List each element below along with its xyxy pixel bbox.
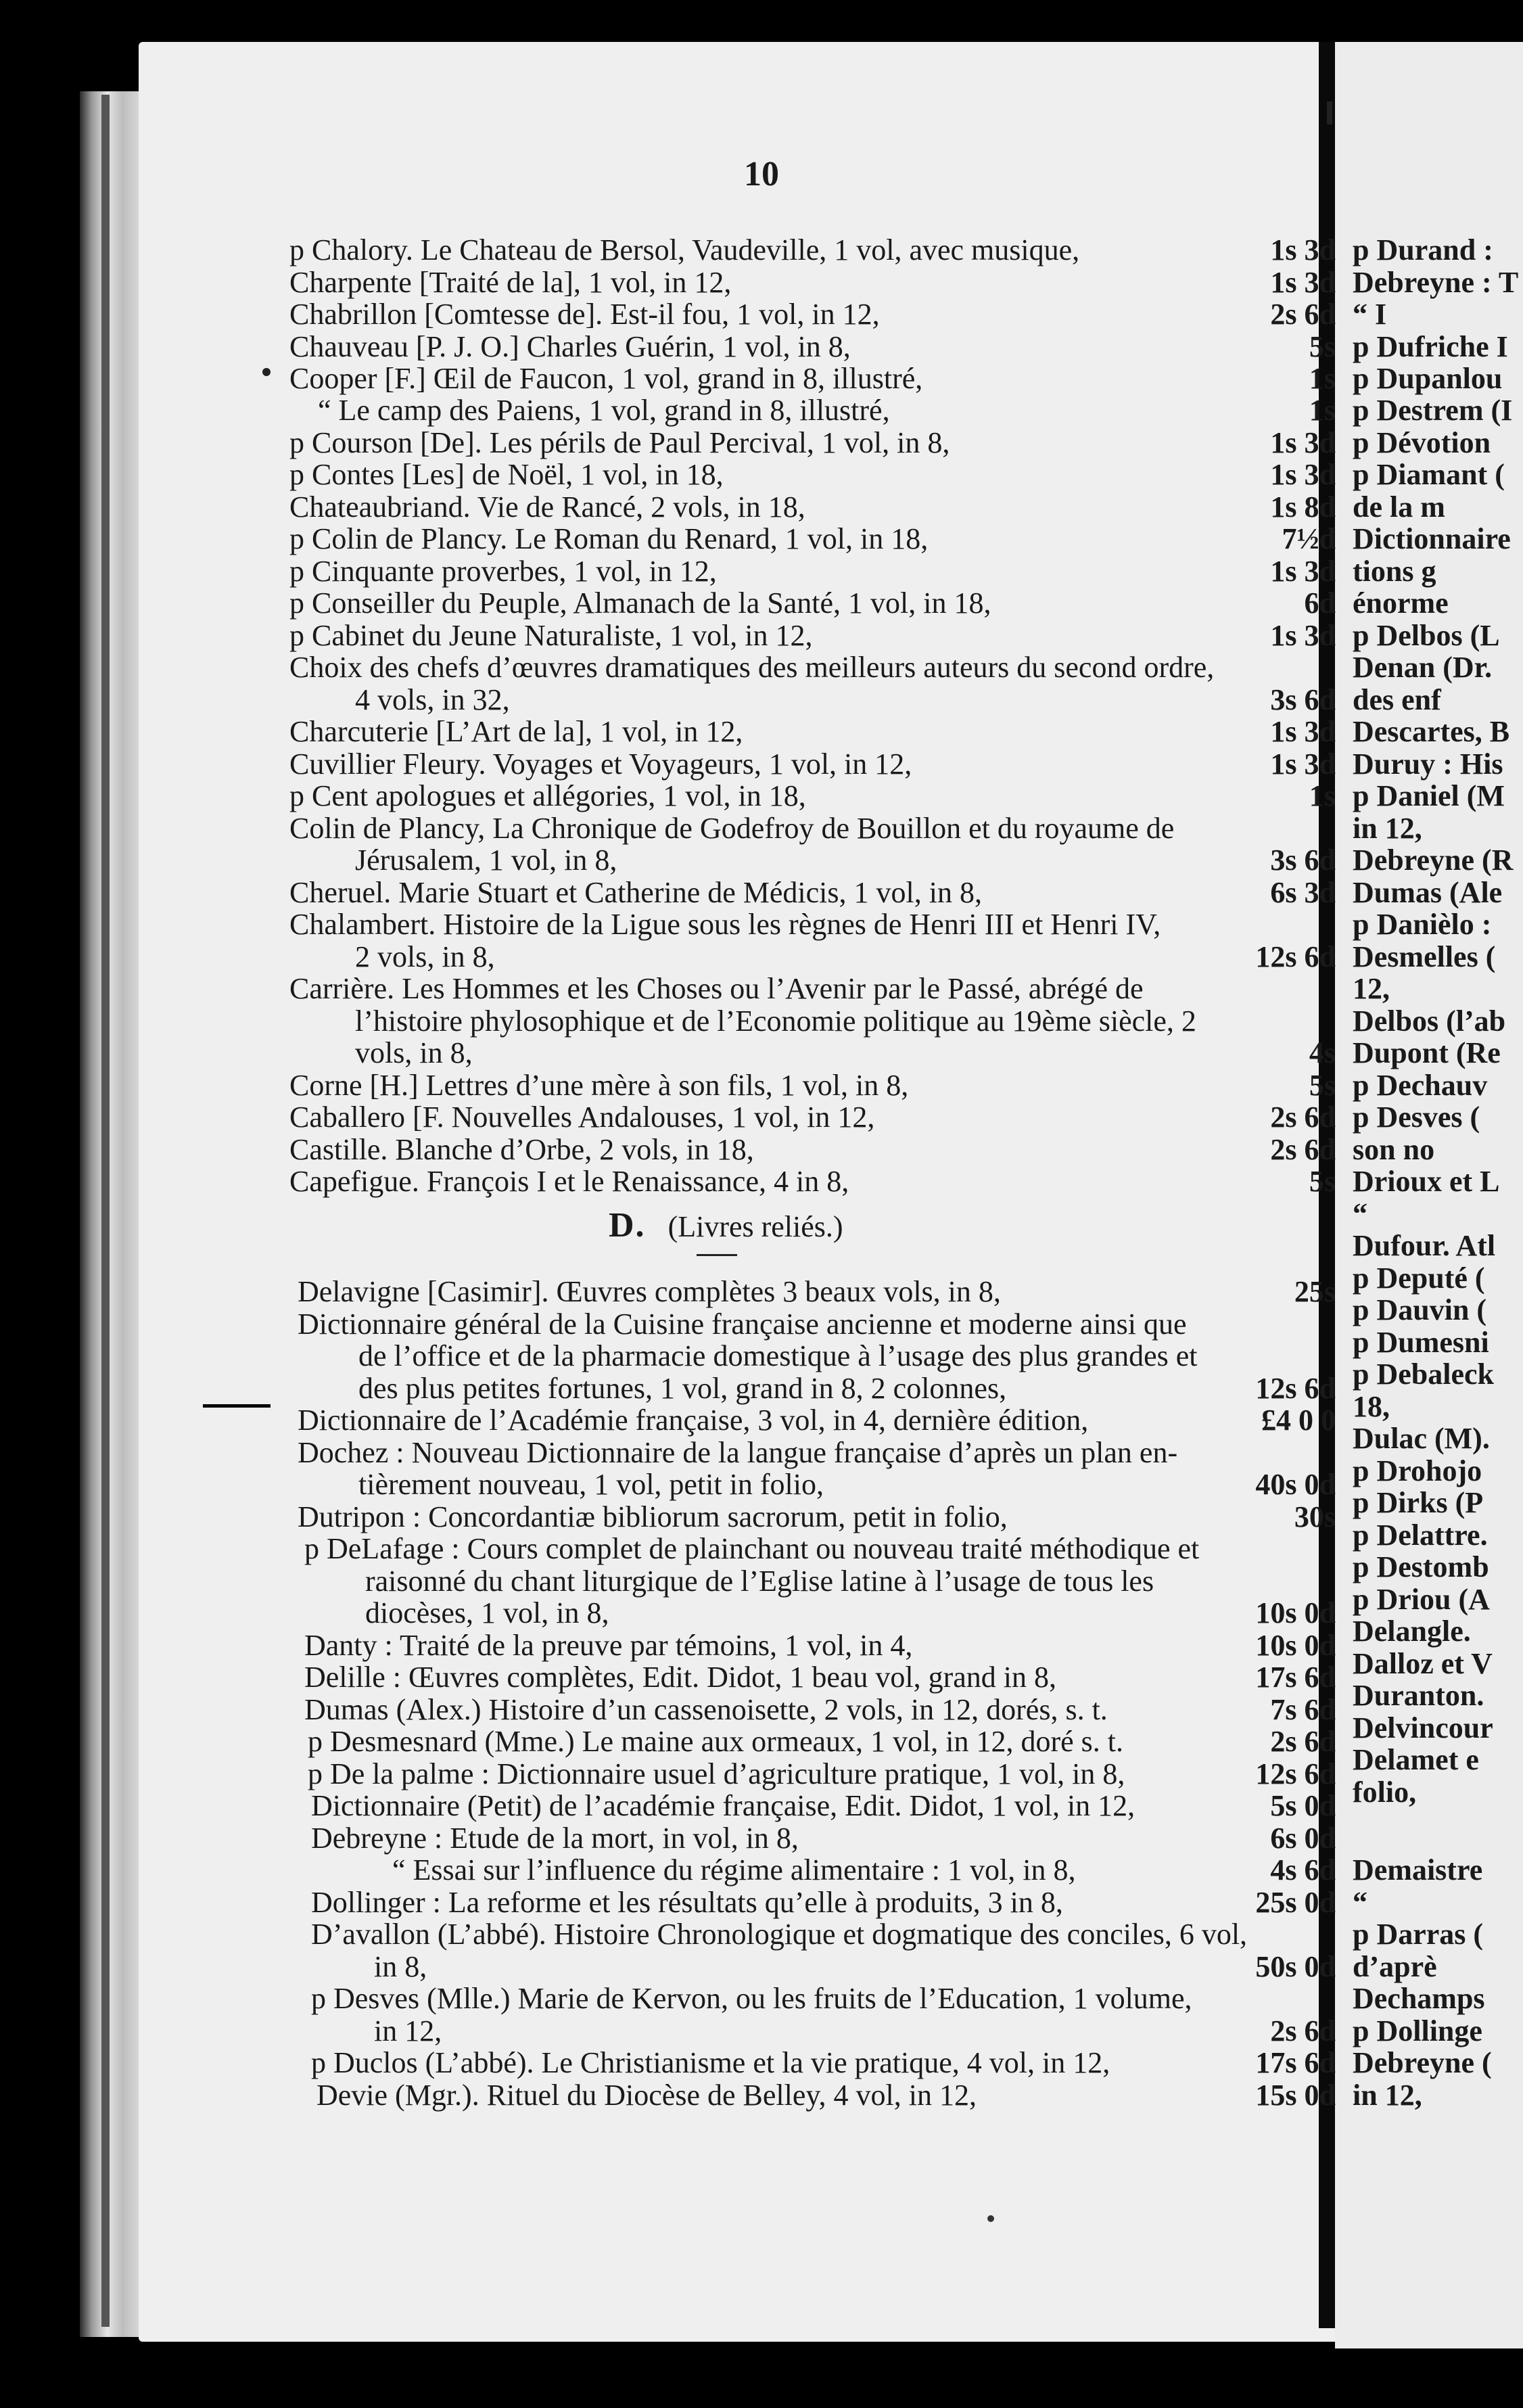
right-page-fragment: Descartes, B — [1353, 715, 1510, 748]
catalog-entry-text: Colin de Plancy, La Chronique de Godefroy de Bouillon et du royaume de — [289, 812, 1175, 845]
right-page-fragment: Debreyne : T — [1353, 266, 1519, 299]
catalog-entry-text: in 12, — [374, 2014, 442, 2047]
section-rule — [697, 1254, 737, 1256]
right-page-fragment: p Dollinge — [1353, 2014, 1482, 2047]
catalog-entry-text: Danty : Traité de la preuve par témoins, 1 vol, in 4, — [304, 1629, 913, 1662]
right-page-fragment: p Durand : — [1353, 233, 1493, 267]
catalog-entry-price: 4s 6d — [1270, 1853, 1336, 1886]
catalog-entry-price: 12s 6d — [1255, 1372, 1336, 1405]
catalog-entry-price: 25s 0d — [1255, 1886, 1336, 1919]
right-page-fragment: Debreyne ( — [1353, 2046, 1492, 2079]
catalog-entry-text: p De la palme : Dictionnaire usuel d’agriculture pratique, 1 vol, in 8, — [308, 1757, 1125, 1790]
right-page-fragment: Delamet e — [1353, 1743, 1479, 1776]
catalog-entry-text: Caballero [F. Nouvelles Andalouses, 1 vol, in 12, — [289, 1101, 875, 1134]
catalog-entry-text: Delille : Œuvres complètes, Edit. Didot, 1 beau vol, grand in 8, — [304, 1661, 1057, 1694]
right-page-fragment: p Dumesni — [1353, 1326, 1489, 1359]
catalog-entry-price: 10s 0d — [1255, 1629, 1336, 1662]
catalog-entry-text: Chalambert. Histoire de la Ligue sous les règnes de Henri III et Henri IV, — [289, 908, 1161, 941]
catalog-entry-price: 1s 3d — [1270, 747, 1336, 781]
catalog-entry-text: Chabrillon [Comtesse de]. Est-il fou, 1 vol, in 12, — [289, 298, 880, 331]
catalog-entry-text: vols, in 8, — [355, 1036, 473, 1069]
catalog-entry-text: Cheruel. Marie Stuart et Catherine de Médicis, 1 vol, in 8, — [289, 876, 982, 909]
catalog-entry-text: Dictionnaire de l’Académie française, 3 vol, in 4, dernière édition, — [298, 1404, 1089, 1437]
right-page-fragment: énorme — [1353, 586, 1449, 620]
right-page-fragment: in 12, — [1353, 812, 1422, 845]
right-page-fragment: p Daniel (M — [1353, 779, 1505, 812]
catalog-entry-price: 1s 8d — [1270, 490, 1336, 524]
right-page-fragment: d’aprè — [1353, 1950, 1437, 1983]
right-page-fragment: Dechamps — [1353, 1982, 1485, 2015]
catalog-entry-text: Corne [H.] Lettres d’une mère à son fils, 1 vol, in 8, — [289, 1069, 909, 1102]
right-page-fragment: Duruy : His — [1353, 747, 1503, 781]
right-page-fragment: p Darras ( — [1353, 1918, 1484, 1951]
right-page-fragment: Dulac (M). — [1353, 1422, 1490, 1455]
right-page-fragment: p Desves ( — [1353, 1101, 1480, 1134]
catalog-entry-text: Devie (Mgr.). Rituel du Diocèse de Belley, 4 vol, in 12, — [317, 2079, 977, 2112]
right-page-fragment: p Destomb — [1353, 1550, 1489, 1583]
catalog-entry-price: 15s 0d — [1255, 2079, 1336, 2112]
catalog-entry-text: Castille. Blanche d’Orbe, 2 vols, in 18, — [289, 1133, 754, 1166]
catalog-entry-text: Charpente [Traité de la], 1 vol, in 12, — [289, 266, 732, 299]
catalog-entry-text: raisonné du chant liturgique de l’Eglise latine à l’usage de tous les — [365, 1565, 1154, 1598]
catalog-entry-price: 1s — [1309, 362, 1336, 395]
catalog-entry-text: p Desves (Mlle.) Marie de Kervon, ou les fruits de l’Education, 1 volume, — [311, 1982, 1192, 2015]
catalog-entry-text: “ Essai sur l’influence du régime alimentaire : 1 vol, in 8, — [392, 1853, 1076, 1886]
right-page-fragment: folio, — [1353, 1776, 1417, 1809]
catalog-entry-price: 1s — [1309, 394, 1336, 427]
right-page-fragment: tions g — [1353, 555, 1436, 588]
catalog-entry-text: Jérusalem, 1 vol, in 8, — [355, 843, 617, 877]
catalog-entry-text: Delavigne [Casimir]. Œuvres complètes 3 beaux vols, in 8, — [298, 1275, 1001, 1308]
catalog-entry-price: 12s 6d — [1255, 1757, 1336, 1790]
right-page-fragment: p Dévotion — [1353, 426, 1491, 459]
catalog-entry-price: 5s 0d — [1270, 1789, 1336, 1822]
catalog-entry-text: tièrement nouveau, 1 vol, petit in folio, — [358, 1468, 824, 1501]
page-number: 10 — [744, 155, 779, 193]
right-page-fragment: p Drohojo — [1353, 1454, 1482, 1487]
catalog-entry-price: 5s — [1309, 330, 1336, 363]
catalog-entry-text: p Desmesnard (Mme.) Le maine aux ormeaux, 1 vol, in 12, doré s. t. — [308, 1725, 1124, 1758]
catalog-entry-price: 1s 3d — [1270, 233, 1336, 267]
right-page-fragment: Drioux et L — [1353, 1165, 1500, 1198]
catalog-entry-price: 5s — [1309, 1165, 1336, 1198]
book-binding-edge — [80, 91, 141, 2337]
catalog-entry-price: 4s — [1309, 1036, 1336, 1069]
catalog-entry-text: diocèses, 1 vol, in 8, — [365, 1596, 609, 1629]
catalog-entry-text: Chauveau [P. J. O.] Charles Guérin, 1 vol, in 8, — [289, 330, 851, 363]
catalog-entry-price: £4 0 0 — [1261, 1404, 1336, 1437]
catalog-entry-text: Capefigue. François I et le Renaissance, 4 in 8, — [289, 1165, 849, 1198]
right-page-fragment: Demaistre — [1353, 1853, 1483, 1886]
catalog-entry-price: 6s 0d — [1270, 1822, 1336, 1855]
right-page-fragment: son no — [1353, 1133, 1435, 1166]
catalog-entry-text: in 8, — [374, 1950, 427, 1983]
catalog-entry-price: 2s 6d — [1270, 2014, 1336, 2047]
catalog-entry-text: p Cabinet du Jeune Naturaliste, 1 vol, in 12, — [289, 619, 813, 652]
catalog-entry-text: l’histoire phylosophique et de l’Economie politique au 19ème siècle, 2 — [355, 1004, 1196, 1038]
right-page-fragment: Desmelles ( — [1353, 940, 1496, 973]
catalog-entry-price: 1s 3d — [1270, 555, 1336, 588]
catalog-entry-text: Cooper [F.] Œil de Faucon, 1 vol, grand in 8, illustré, — [289, 362, 923, 395]
catalog-entry-text: p Conseiller du Peuple, Almanach de la Santé, 1 vol, in 18, — [289, 586, 991, 620]
right-page-fragment: de la m — [1353, 490, 1445, 524]
catalog-entry-text: D’avallon (L’abbé). Histoire Chronologique et dogmatique des conciles, 6 vol, — [311, 1918, 1248, 1951]
catalog-entry-price: 7s 6d — [1270, 1693, 1336, 1726]
right-page-fragment: p Delattre. — [1353, 1519, 1488, 1552]
catalog-entry-price: 1s 3d — [1270, 458, 1336, 491]
margin-mark — [203, 1404, 271, 1408]
catalog-entry-price: 2s 6d — [1270, 298, 1336, 331]
catalog-entry-text: p Cent apologues et allégories, 1 vol, in 18, — [289, 779, 806, 812]
right-page-fragment: 18, — [1353, 1390, 1390, 1423]
catalog-entry-text: Chateaubriand. Vie de Rancé, 2 vols, in 18, — [289, 490, 805, 524]
catalog-entry-price: 1s 3d — [1270, 266, 1336, 299]
section-header — [609, 1205, 843, 1245]
catalog-entry-text: Choix des chefs d’œuvres dramatiques des meilleurs auteurs du second ordre, — [289, 651, 1215, 684]
right-page-fragment: p Driou (A — [1353, 1583, 1490, 1616]
catalog-entry-text: 4 vols, in 32, — [355, 683, 510, 716]
right-page-fragment: Dupont (Re — [1353, 1036, 1501, 1069]
catalog-entry-price: 2s 6d — [1270, 1133, 1336, 1166]
catalog-entry-text: Cuvillier Fleury. Voyages et Voyageurs, 1 vol, in 12, — [289, 747, 912, 781]
catalog-entry-text: p Chalory. Le Chateau de Bersol, Vaudeville, 1 vol, avec musique, — [289, 233, 1080, 267]
right-page-fragment: Dalloz et V — [1353, 1647, 1493, 1680]
catalog-entry-price: 6d — [1304, 586, 1336, 620]
catalog-entry-price: 12s 6d — [1255, 940, 1336, 973]
right-page-fragment: p Deputé ( — [1353, 1261, 1485, 1295]
catalog-entry-text: Dumas (Alex.) Histoire d’un cassenoisette, 2 vols, in 12, dorés, s. t. — [304, 1693, 1108, 1726]
right-page-fragment: “ I — [1353, 298, 1387, 331]
right-page-fragment: p Dauvin ( — [1353, 1293, 1487, 1326]
catalog-entry-price: 50s 0d — [1255, 1950, 1336, 1983]
catalog-entry-price: 6s 3d — [1270, 876, 1336, 909]
catalog-entry-price: 1s 3d — [1270, 426, 1336, 459]
catalog-entry-price: 2s 6d — [1270, 1101, 1336, 1134]
right-page-fragment: “ — [1353, 1886, 1367, 1919]
right-page-fragment: p Destrem (I — [1353, 394, 1513, 427]
right-page-fragment: Debreyne (R — [1353, 843, 1514, 877]
catalog-entry-text: p DeLafage : Cours complet de plainchant ou nouveau traité méthodique et — [304, 1532, 1200, 1565]
catalog-entry-price: 3s 6d — [1270, 683, 1336, 716]
catalog-entry-text: 2 vols, in 8, — [355, 940, 495, 973]
right-page-fragment: Denan (Dr. — [1353, 651, 1493, 684]
catalog-entry-text: “ Le camp des Paiens, 1 vol, grand in 8, illustré, — [318, 394, 890, 427]
section-label: (Livres reliés.) — [667, 1210, 843, 1243]
catalog-entry-price: 5s — [1309, 1069, 1336, 1102]
catalog-entry-text: Dochez : Nouveau Dictionnaire de la langue française d’après un plan en- — [298, 1436, 1178, 1469]
catalog-entry-text: p Cinquante proverbes, 1 vol, in 12, — [289, 555, 717, 588]
right-page-fragment: Dumas (Ale — [1353, 876, 1503, 909]
catalog-entry-text: Dutripon : Concordantiæ bibliorum sacrorum, petit in folio, — [298, 1500, 1008, 1533]
catalog-entry-price: 1s 3d — [1270, 715, 1336, 748]
catalog-entry-text: Charcuterie [L’Art de la], 1 vol, in 12, — [289, 715, 743, 748]
catalog-entry-text: p Courson [De]. Les périls de Paul Percival, 1 vol, in 8, — [289, 426, 950, 459]
catalog-entry-text: p Duclos (L’abbé). Le Christianisme et la vie pratique, 4 vol, in 12, — [311, 2046, 1110, 2079]
catalog-entry-price: 17s 6d — [1255, 2046, 1336, 2079]
catalog-entry-text: Dollinger : La reforme et les résultats qu’elle à produits, 3 in 8, — [311, 1886, 1063, 1919]
right-page-fragment: “ — [1353, 1197, 1367, 1230]
catalog-entry-price: 3s 6d — [1270, 843, 1336, 877]
catalog-entry-text: Carrière. Les Hommes et les Choses ou l’Avenir par le Passé, abrégé de — [289, 972, 1144, 1005]
book-binding-shadow — [101, 95, 110, 2327]
catalog-entry-price: 1s — [1309, 779, 1336, 812]
section-letter: D. — [609, 1206, 646, 1245]
catalog-entry-text: Dictionnaire (Petit) de l’académie française, Edit. Didot, 1 vol, in 12, — [311, 1789, 1135, 1822]
right-page-fragment: Dufour. Atl — [1353, 1229, 1496, 1262]
right-page-fragment: Delvincour — [1353, 1711, 1493, 1744]
catalog-entry-text: de l’office et de la pharmacie domestique à l’usage des plus grandes et — [358, 1339, 1198, 1372]
catalog-entry-price: 40s 0d — [1255, 1468, 1336, 1501]
right-page-fragment: p Diamant ( — [1353, 458, 1505, 491]
catalog-entry-price: 30s — [1294, 1500, 1336, 1533]
right-page-fragment: des enf — [1353, 683, 1441, 716]
catalog-entry-price: 17s 6d — [1255, 1661, 1336, 1694]
right-page-fragment: p Delbos (L — [1353, 619, 1500, 652]
right-page-fragment: 12, — [1353, 972, 1390, 1005]
right-page-fragment: p Dupanlou — [1353, 362, 1503, 395]
catalog-entry-text: Dictionnaire général de la Cuisine française ancienne et moderne ainsi que — [298, 1307, 1187, 1341]
right-page-fragment: p Dufriche I — [1353, 330, 1508, 363]
catalog-entry-text: des plus petites fortunes, 1 vol, grand in 8, 2 colonnes, — [358, 1372, 1007, 1405]
right-page-fragment: Delangle. — [1353, 1615, 1471, 1648]
catalog-entry-price: 2s 6d — [1270, 1725, 1336, 1758]
catalog-entry-price: 1s 3d — [1270, 619, 1336, 652]
right-page-fragment: Duranton. — [1353, 1679, 1484, 1712]
catalog-entry-text: p Colin de Plancy. Le Roman du Renard, 1 vol, in 18, — [289, 522, 929, 555]
right-page-fragment: Delbos (l’ab — [1353, 1004, 1506, 1038]
catalog-entry-text: Debreyne : Etude de la mort, in vol, in 8, — [311, 1822, 799, 1855]
catalog-entry-text: p Contes [Les] de Noël, 1 vol, in 18, — [289, 458, 724, 491]
right-page-fragment: in 12, — [1353, 2079, 1422, 2112]
margin-bullet — [262, 368, 271, 376]
catalog-entry-price: 10s 0d — [1255, 1596, 1336, 1629]
right-page-fragment: p Danièlo : — [1353, 908, 1492, 941]
right-page-fragment: p Debaleck — [1353, 1358, 1494, 1391]
catalog-entry-price: 7½d — [1282, 522, 1336, 555]
right-page-fragment: p Dirks (P — [1353, 1486, 1484, 1519]
catalog-entry-price: 25s — [1294, 1275, 1336, 1308]
ink-spot — [987, 2215, 994, 2222]
right-page-fragment: p Dechauv — [1353, 1069, 1488, 1102]
gutter-tick — [1327, 101, 1332, 124]
right-page-fragment: Dictionnaire — [1353, 522, 1511, 555]
